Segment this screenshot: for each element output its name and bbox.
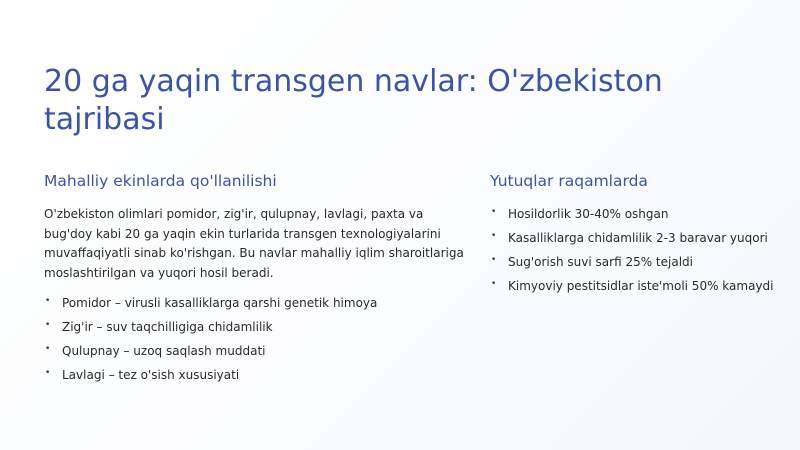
bullet-icon: • xyxy=(45,344,51,354)
list-item xyxy=(490,230,780,246)
right-bullet-list xyxy=(490,206,780,294)
bullet-icon: • xyxy=(491,255,497,265)
list-item-text: Kasalliklarga chidamlilik 2-3 baravar yuqori xyxy=(508,231,768,245)
left-bullet-list xyxy=(44,295,464,383)
list-item xyxy=(490,278,780,294)
left-column-heading: Mahalliy ekinlarda qo'llanilishi xyxy=(44,172,277,190)
slide-title: 20 ga yaqin transgen navlar: O'zbekiston tajribasi xyxy=(44,64,663,137)
list-item xyxy=(44,367,464,383)
bullet-icon: • xyxy=(491,279,497,289)
right-column-heading: Yutuqlar raqamlarda xyxy=(490,172,648,190)
list-item-text: Pomidor – virusli kasalliklarga qarshi genetik himoya xyxy=(62,296,378,310)
list-item xyxy=(490,254,780,270)
bullet-icon: • xyxy=(491,231,497,241)
bullet-icon: • xyxy=(45,368,51,378)
left-column-paragraph: O'zbekiston olimlari pomidor, zig'ir, qulupnay, lavlagi, paxta va bug'doy kabi 20 ga yaqin ekin turlarida transgen texnologiyalarini muvaffaqiyatli sinab ko'rishgan. Bu navlar mahalliy iqlim sharoitlariga moslashtirilgan va yuqori hosil beradi. xyxy=(44,207,464,280)
list-item xyxy=(490,206,780,222)
bullet-icon: • xyxy=(45,320,51,330)
list-item xyxy=(44,295,464,311)
list-item xyxy=(44,343,464,359)
right-column xyxy=(490,171,780,302)
left-column xyxy=(44,171,464,391)
bullet-icon: • xyxy=(491,207,497,217)
list-item-text: Hosildorlik 30-40% oshgan xyxy=(508,207,669,221)
list-item-text: Sug'orish suvi sarfi 25% tejaldi xyxy=(508,255,693,269)
list-item xyxy=(44,319,464,335)
list-item-text: Qulupnay – uzoq saqlash muddati xyxy=(62,344,266,358)
list-item-text: Lavlagi – tez o'sish xususiyati xyxy=(62,368,240,382)
list-item-text: Kimyoviy pestitsidlar iste'moli 50% kamaydi xyxy=(508,279,774,293)
bullet-icon: • xyxy=(45,296,51,306)
list-item-text: Zig'ir – suv taqchilligiga chidamlilik xyxy=(62,320,273,334)
